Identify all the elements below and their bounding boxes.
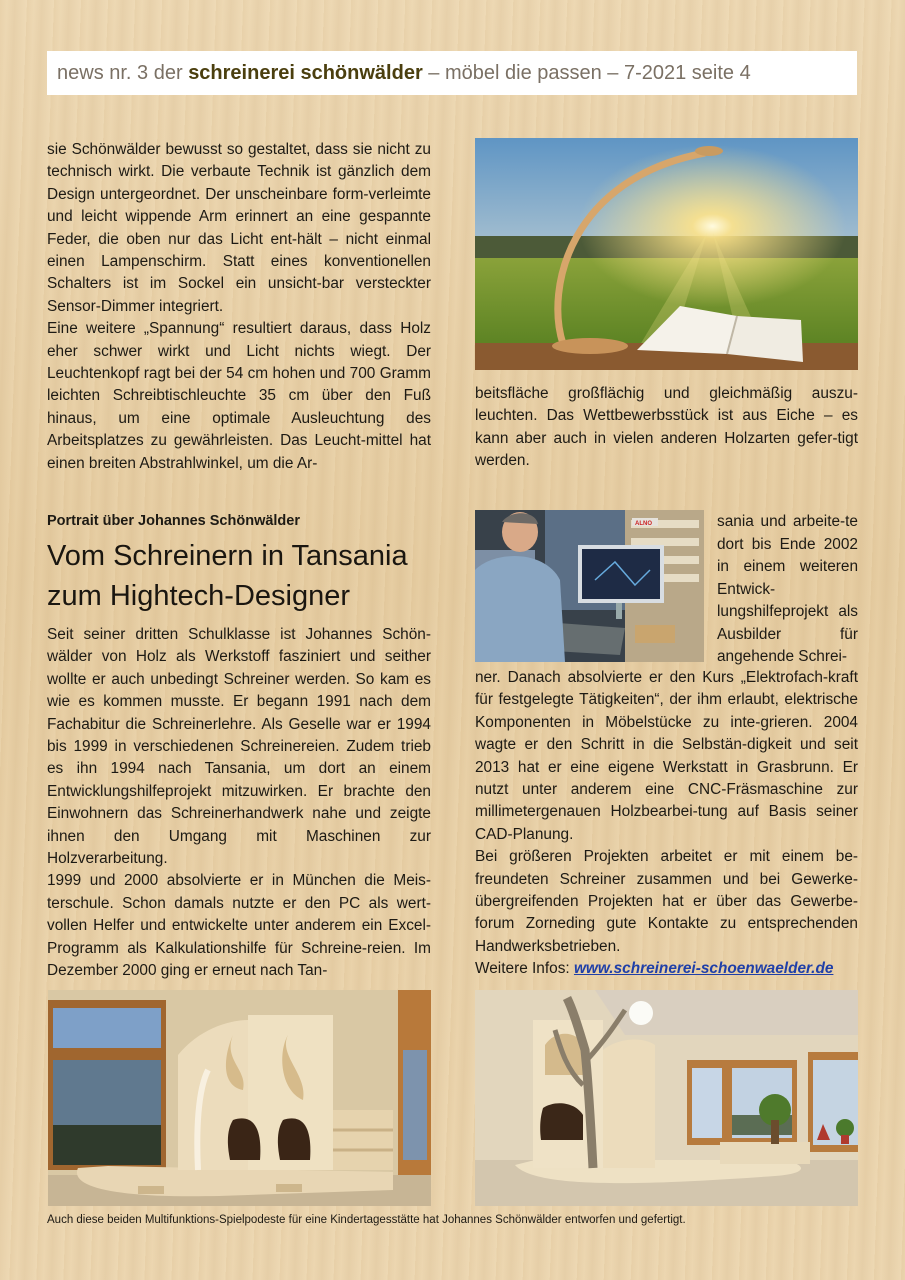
header-suffix: – möbel die passen – 7-2021 seite 4 (422, 62, 751, 84)
intro-left-column (47, 139, 431, 475)
header-bar (47, 51, 857, 95)
intro-paragraph-2: Eine weitere „Spannung“ resultiert daraus, dass Holz eher schwer wirkt und Licht nichts wiegt. Der Leuchtenkopf ragt bei der 54 cm hohen und 700 Gramm leichten Schreibtischleuchte 35 cm über den Fuß hinaus, um eine optimale Ausleuchtung des Arbeitsplatzes zu gewährleisten. Das Leucht-mittel hat einen breiten Abstrahlwinkel, um die Ar- (47, 320, 431, 472)
portrait-kicker: Portrait über Johannes Schönwälder (47, 513, 300, 529)
portrait-left-column (47, 624, 431, 983)
intro-paragraph-1: sie Schönwälder bewusst so gestaltet, dass sie nicht zu technisch wirkt. Die verbaute Technik ist gänzlich dem Design untergeordnet. Der unscheinbare form-verleimte und leicht wippende Arm erinnert an eine gespannte Feder, die oben nur das Licht ent-hält – nicht einmal einen Lampenschirm. Statt eines konventionellen Schalters ist im Sockel ein unsicht-bar versteckter Sensor-Dimmer integriert. (47, 141, 431, 315)
portrait-paragraph-1: Seit seiner dritten Schulklasse ist Johannes Schön-wälder von Holz als Werkstoff fasziniert und seither wollte er auch unbedingt Schreiner werden. So kam es wie es kommen musste. Er begann 1991 nach dem Fachabitur die Schreinerlehre. Als Geselle war er 1994 bis 1999 in verschiedenen Schreinereien. Zudem trieb es ihn 1994 nach Tansania, um dort an einem Entwicklungshilfeprojekt mitzuwirken. Er brachte den Einwohnern das Schreinerhandwerk nahe und zeigte ihnen den Umgang mit Maschinen zur Holzverarbeitung. (47, 626, 431, 868)
website-link[interactable]: www.schreinerei-schoenwaelder.de (573, 960, 834, 978)
header-prefix: news nr. 3 der (57, 62, 189, 84)
portrait-right-column (475, 667, 858, 981)
more-info-label: Weitere Infos: (475, 960, 574, 978)
monitor-brand-label: ALNO (635, 521, 652, 527)
intro-paragraph-3: beitsfläche großflächig und gleichmäßig auszu-leuchten. Das Wettbewerbsstück ist aus Eiche – es kann aber auch in vielen anderen Holzarten gefer-tigt werden. (475, 385, 858, 470)
intro-right-column (475, 383, 858, 473)
portrait-paragraph-2: 1999 und 2000 absolvierte er in München die Meis-terschule. Schon damals nutzte er den PC als wert-vollen Helfer und entwickelte unter anderem ein Excel-Programm als Kalkulationshilfe für Schreine-reien. Im Dezember 2000 ging er erneut nach Tan- (47, 872, 431, 980)
play-podium-photo-1 (48, 990, 431, 1206)
play-podium-photo-2 (475, 990, 858, 1206)
portrait-paragraph-4: Bei größeren Projekten arbeitet er mit einem be-freundeten Schreiner zusammen und bei Gewerke-übergreifenden Projekten hat er über das Gewerbe-forum Zorneding gute Kontakte zu entsprechenden Handwerksbetrieben. (475, 848, 858, 955)
portrait-paragraph-3: ner. Danach absolvierte er den Kurs „Elektrofach-kraft für festgelegte Tätigkeiten“, der ihm erlaubt, elektrische Komponenten in Möbelstücke zu inte-grieren. 2004 wagte er den Schritt in die Selbstän-digkeit und seit 2013 hat er eine eigene Werkstatt in Grasbrunn. Er nutzt unter anderem eine CNC-Fräsmaschine zur millimetergenauen Holzbearbei-tung auf Basis seiner CAD-Planung. (475, 669, 858, 843)
lamp-photo (475, 138, 858, 370)
portrait-headline: Vom Schreinern in Tansania zum Hightech-Designer (47, 540, 408, 612)
photo-caption: Auch diese beiden Multifunktions-Spielpodeste für eine Kindertagesstätte hat Johannes Schönwälder entworfen und gefertigt. (47, 1214, 686, 1226)
portrait-side-paragraph: sania und arbeite-te dort bis Ende 2002 in einem weiteren Entwick-lungshilfeprojekt als Ausbilder für angehende Schrei- (717, 513, 858, 665)
portrait-side-text (717, 511, 858, 669)
workshop-photo (475, 510, 704, 662)
header-brand: schreinerei schönwälder (188, 62, 423, 84)
more-info-line (475, 958, 858, 980)
